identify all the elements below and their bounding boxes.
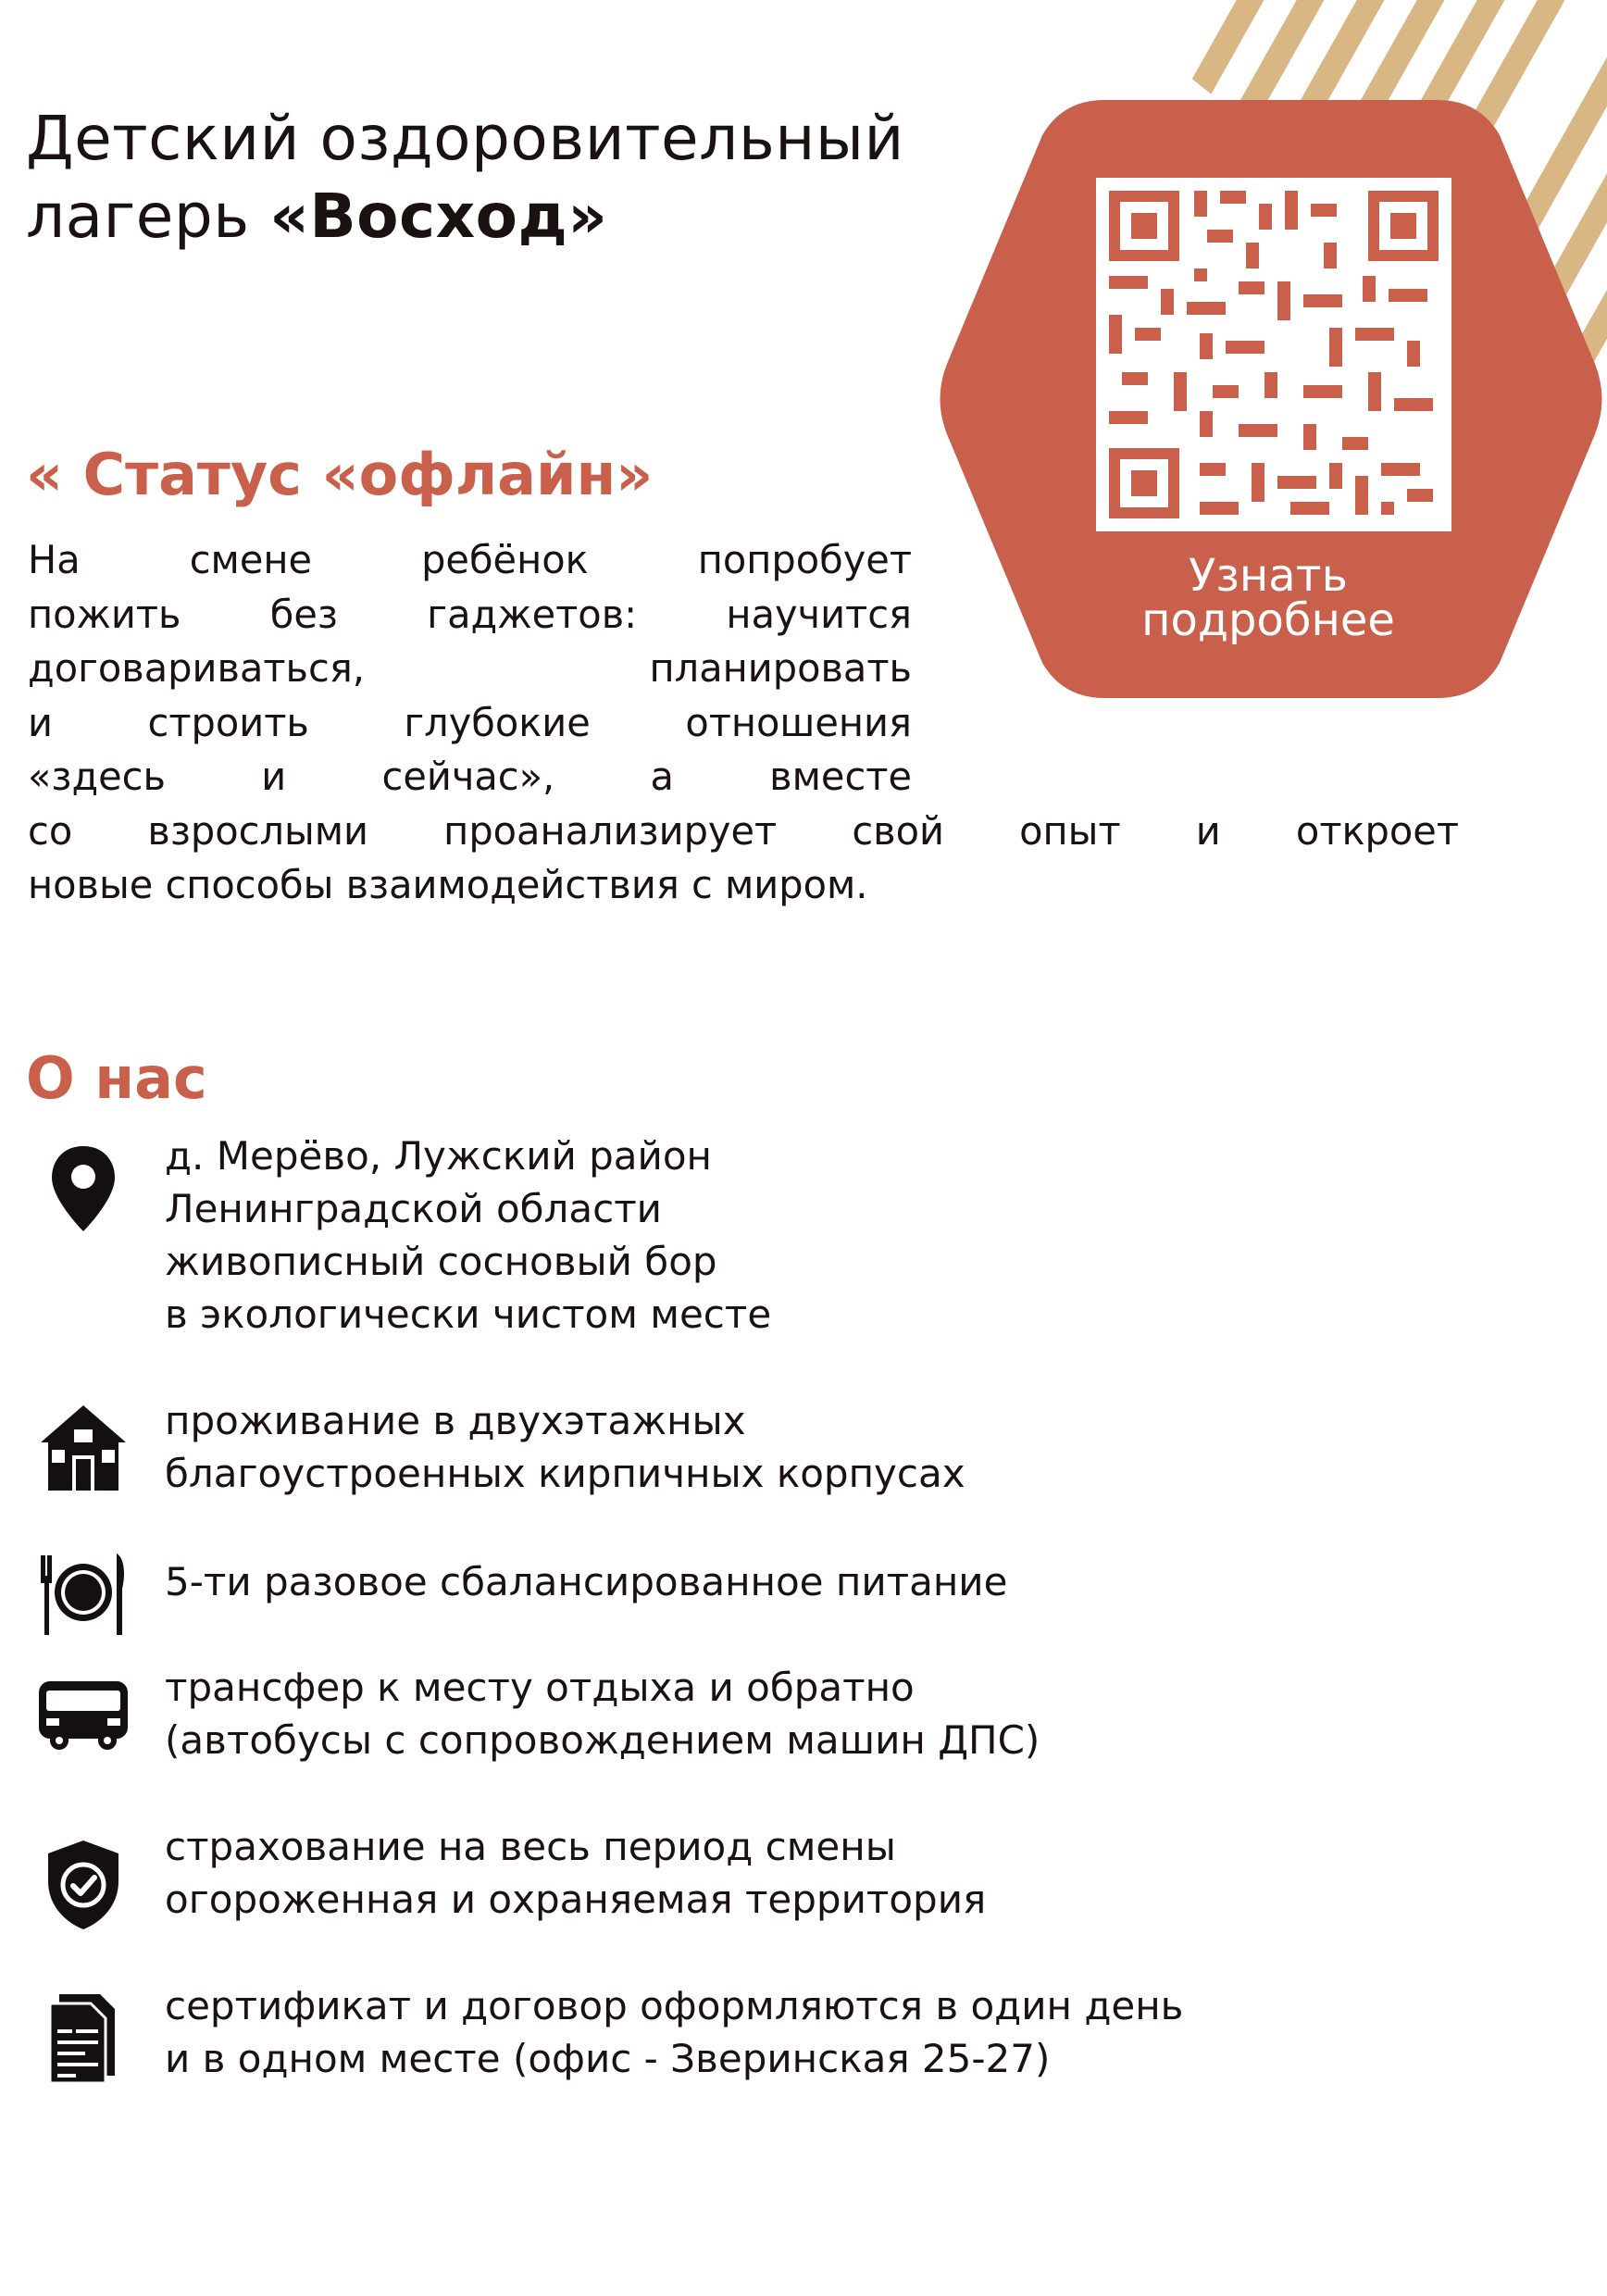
description-line: новые способы взаимодействия с миром. [28,862,868,907]
feature-line: д. Мерёво, Лужский район [165,1133,712,1179]
title-line-1: Детский оздоровительный [26,103,904,174]
shield-check-icon [37,1839,130,1931]
feature-line: сертификат и договор оформляются в один день [165,1983,1184,2028]
description-line: и строить глубокие отношения [28,699,912,745]
feature-line: в экологически чистом месте [165,1292,772,1337]
plate-cutlery-icon [37,1546,130,1639]
camp-name: «Восход» [269,181,608,252]
feature-line: огороженная и охраняемая территория [165,1877,987,1922]
qr-caption-line-2: подробнее [1141,594,1395,646]
feature-text [165,1129,771,1341]
feature-text [165,1820,986,1926]
title-line-2-prefix: лагерь [26,181,270,252]
title-line-2 [26,178,904,256]
feature-line: живописный сосновый бор [165,1239,717,1284]
bus-icon [37,1665,130,1757]
feature-line: Ленинградской области [165,1186,662,1231]
location-pin-icon [37,1142,130,1235]
feature-text [165,1394,965,1500]
house-icon [37,1402,130,1494]
status-heading: « Статус «офлайн» [26,441,654,508]
feature-line: проживание в двухэтажных [165,1398,746,1443]
documents-icon [37,1992,130,2085]
description-line: На смене ребёнок попробует [28,537,912,582]
about-heading: О нас [26,1044,207,1112]
description-line: со взрослыми проанализирует свой опыт и откроет [28,807,1459,854]
qr-caption-line-1: Узнать [1189,550,1348,602]
feature-line: страхование на весь период смены [165,1824,896,1869]
page-title [26,100,904,256]
feature-line: благоустроенных кирпичных корпусах [165,1451,965,1496]
feature-text [165,1661,1040,1766]
feature-line: (автобусы с сопровождением машин ДПС) [165,1717,1040,1763]
feature-text [165,1555,1007,1608]
status-description [28,533,1459,913]
description-line: пожить без гаджетов: научится [28,591,912,637]
feature-line: трансфер к месту отдыха и обратно [165,1665,915,1710]
feature-line: 5-ти разовое сбалансированное питание [165,1559,1008,1604]
description-line: «здесь и сейчас», а вместе [28,754,912,799]
description-line: договариваться, планировать [28,645,912,691]
feature-line: и в одном месте (офис - Зверинская 25-27) [165,2036,1051,2081]
feature-text [165,1979,1183,2085]
qr-code-icon [1096,178,1451,531]
